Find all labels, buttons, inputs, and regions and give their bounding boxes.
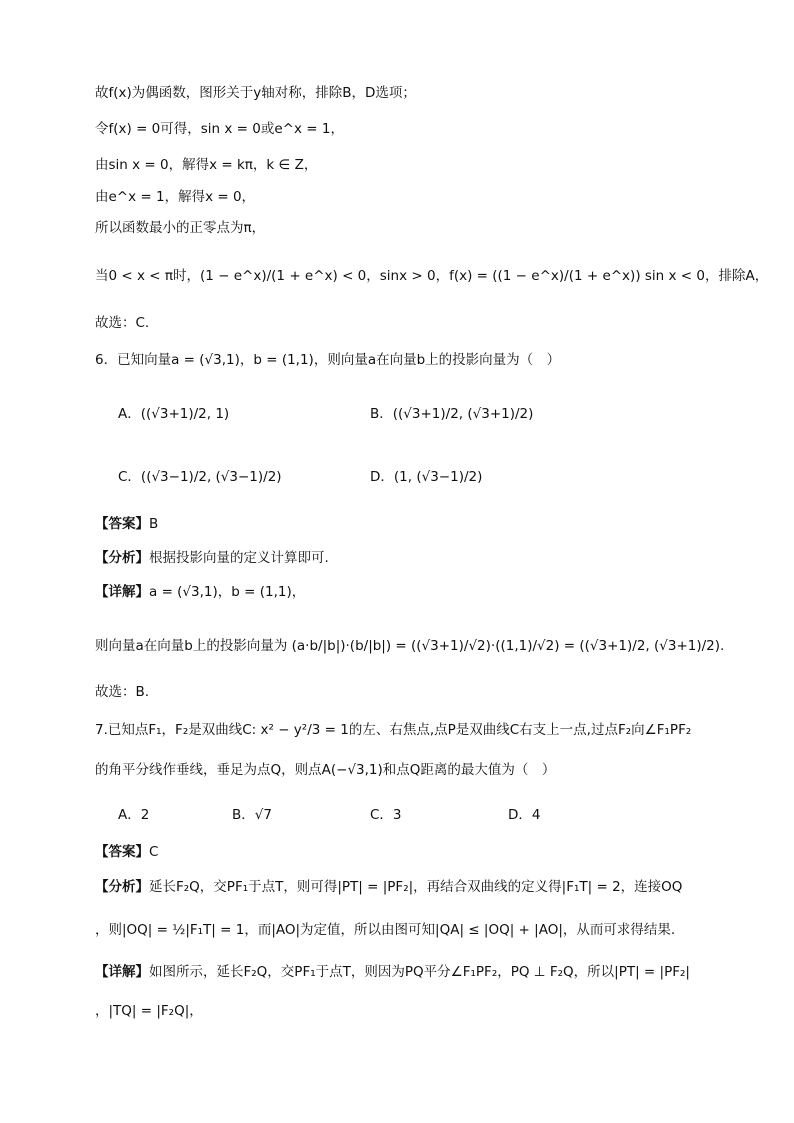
analysis-tag: 【分析】 bbox=[95, 879, 149, 895]
option-c: C．((√3−1)/2, (√3−1)/2) bbox=[118, 469, 282, 485]
analysis-line-1 bbox=[95, 877, 682, 897]
analysis-text: 延长F₂Q，交PF₁于点T，则可得|PT| = |PF₂|，再结合双曲线的定义得|F₁T| = 2，连接OQ bbox=[149, 879, 683, 895]
detail-line-1 bbox=[95, 962, 690, 982]
text-line: 令f(x) = 0可得，sin x = 0或e^x = 1， bbox=[95, 121, 344, 137]
detail-line-2: ，|TQ| = |F₂Q|， bbox=[95, 1003, 203, 1019]
answer-tag: 【答案】 bbox=[95, 516, 149, 532]
option-b: B．((√3+1)/2, (√3+1)/2) bbox=[370, 406, 534, 422]
text-line: 由sin x = 0，解得x = kπ，k ∈ Z， bbox=[95, 157, 318, 173]
option-a: A．((√3+1)/2, 1) bbox=[118, 406, 230, 422]
detail-tag: 【详解】 bbox=[95, 584, 149, 600]
text-line: 所以函数最小的正零点为π， bbox=[95, 220, 266, 236]
detail-formula-line: 则向量a在向量b上的投影向量为 (a·b/|b|)·(b/|b|) = ((√3+1)/√2)·((1,1)/√2) = ((√3+1)/2, (√3+1)/2). bbox=[95, 638, 725, 654]
detail-text: a = (√3,1)，b = (1,1)， bbox=[149, 584, 306, 600]
text-line: 当0 < x < π时，(1 − e^x)/(1 + e^x) < 0，sinx > 0，f(x) = ((1 − e^x)/(1 + e^x)) sin x < 0，排除A， bbox=[95, 268, 769, 284]
detail-tag: 【详解】 bbox=[95, 964, 149, 980]
answer-line bbox=[95, 514, 158, 534]
analysis-line bbox=[95, 548, 329, 568]
option-d: D．(1, (√3−1)/2) bbox=[370, 469, 483, 485]
answer-value: B bbox=[149, 516, 159, 532]
analysis-text: 根据投影向量的定义计算即可. bbox=[149, 550, 329, 566]
text-line: 故f(x)为偶函数，图形关于y轴对称，排除B，D选项； bbox=[95, 85, 416, 101]
question-6-stem: 6．已知向量a = (√3,1)，b = (1,1)，则向量a在向量b上的投影向量为（ ） bbox=[95, 352, 561, 368]
option-c: C．3 bbox=[370, 807, 402, 823]
answer-tag: 【答案】 bbox=[95, 844, 149, 860]
analysis-line-2: ，则|OQ| = ½|F₁T| = 1，而|AO|为定值，所以由图可知|QA| ≤ |OQ| + |AO|，从而可求得结果. bbox=[95, 922, 676, 938]
option-d: D．4 bbox=[508, 807, 541, 823]
conclusion-line: 故选：C. bbox=[95, 315, 150, 331]
answer-value: C bbox=[149, 844, 159, 860]
option-a: A．2 bbox=[118, 807, 150, 823]
analysis-tag: 【分析】 bbox=[95, 550, 149, 566]
detail-line bbox=[95, 582, 305, 602]
detail-text: 如图所示，延长F₂Q，交PF₁于点T，则因为PQ平分∠F₁PF₂，PQ ⊥ F₂Q，所以|PT| = |PF₂| bbox=[149, 964, 690, 980]
answer-line bbox=[95, 842, 158, 862]
text-line: 由e^x = 1，解得x = 0， bbox=[95, 189, 256, 205]
conclusion-line: 故选：B. bbox=[95, 684, 150, 700]
option-b: B．√7 bbox=[232, 807, 272, 823]
question-7-stem-line2: 的角平分线作垂线，垂足为点Q，则点A(−√3,1)和点Q距离的最大值为（ ） bbox=[95, 762, 556, 778]
question-7-stem-line1: 7.已知点F₁，F₂是双曲线C: x² − y²/3 = 1的左、右焦点,点P是双曲线C右支上一点,过点F₂向∠F₁PF₂ bbox=[95, 722, 692, 738]
